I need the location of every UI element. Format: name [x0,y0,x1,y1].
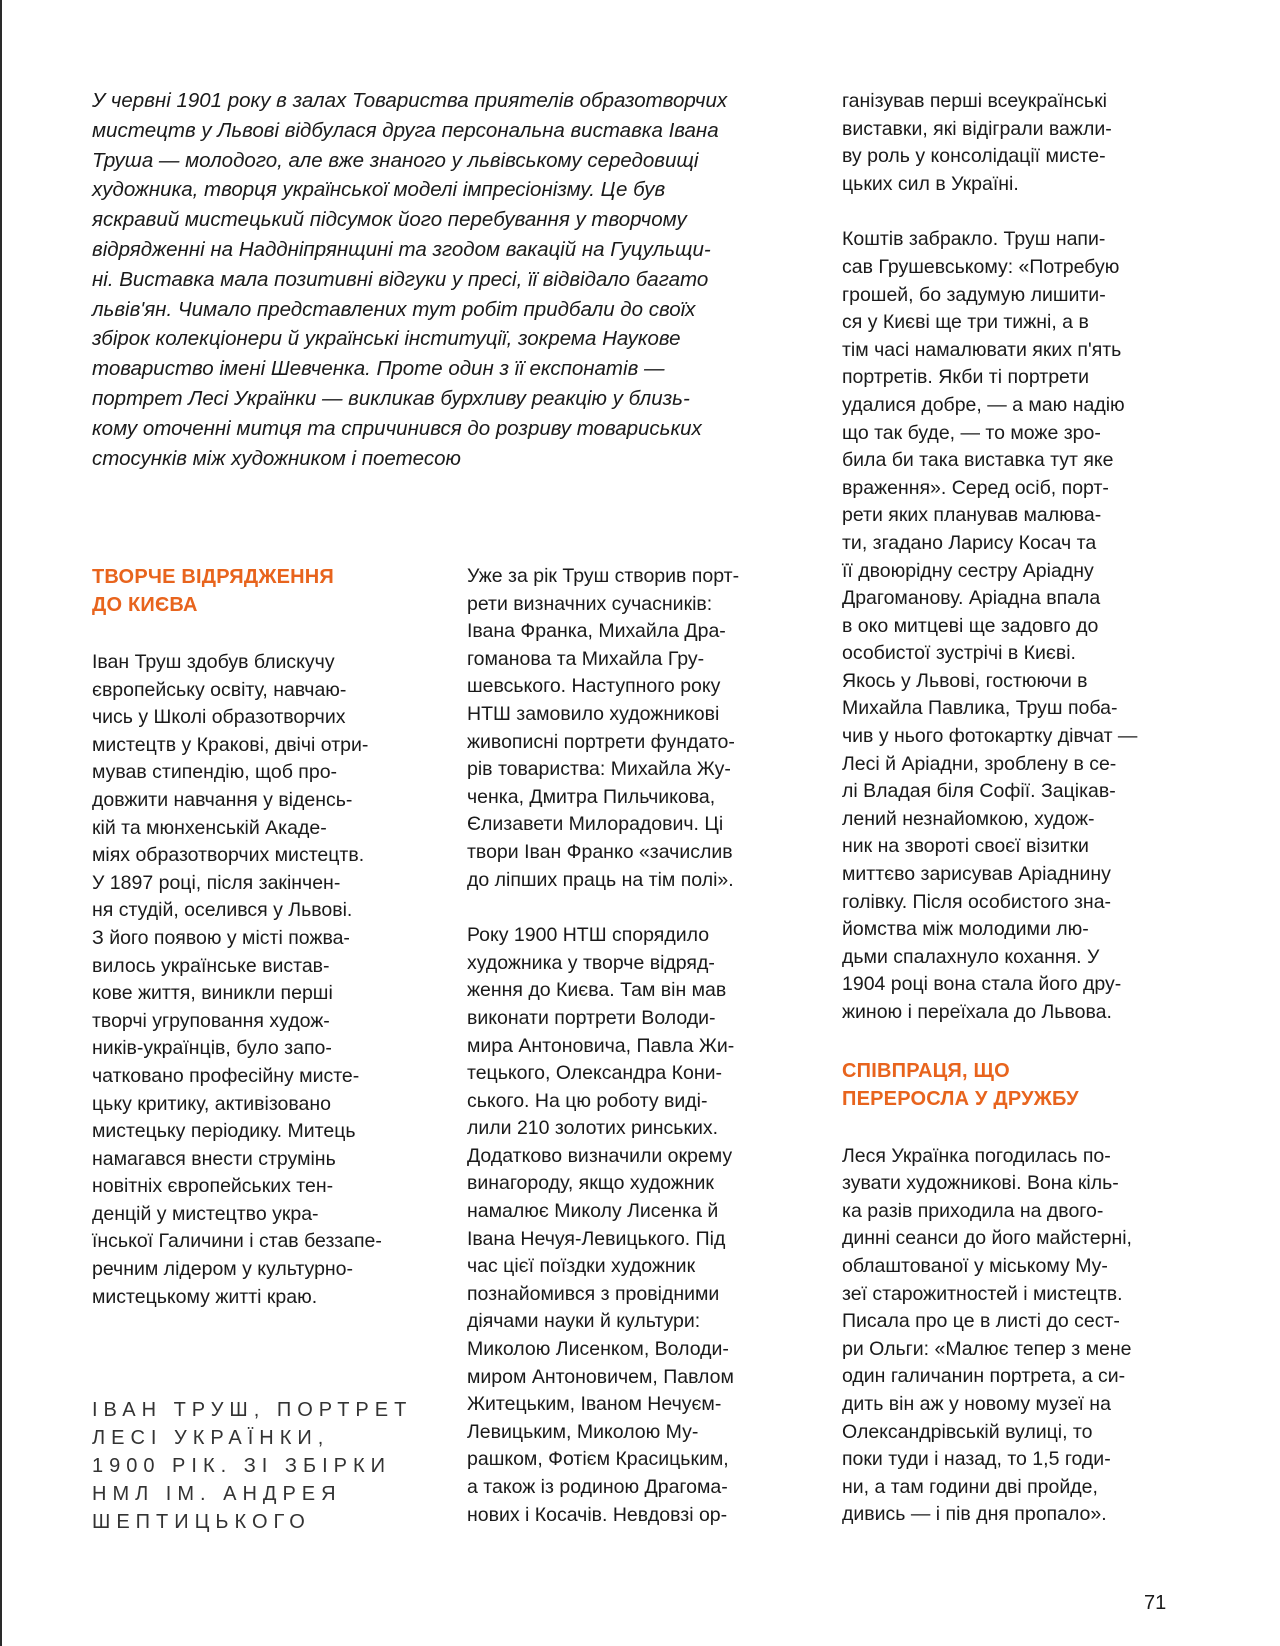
section-heading-kyiv-trip: ТВОРЧЕ ВІДРЯДЖЕННЯ ДО КИЄВА [92,566,334,616]
image-caption: ІВАН ТРУШ, ПОРТРЕТ ЛЕСІ УКРАЇНКИ, 1900 РІК. ЗІ ЗБІРКИ НМЛ ІМ. АНДРЕЯ ШЕПТИЦЬКОГО [92,1399,413,1533]
column-1 [92,563,422,1311]
column-2-paragraph-1: Уже за рік Труш створив порт- рети визначних сучасників: Івана Франка, Михайла Дра- гоманова та Михайла Гру- шевського. Наступного року НТШ замовило художникові живописні портрети фундато- рів товариства: Михайла Жу- ченка, Дмитра Пильчикова, Єлизавети Милорадович. Ці твори Іван Франко «зачислив до ліпших праць на тім полі». [467,565,740,891]
column-3-paragraph-2: Коштів забракло. Труш напи- сав Грушевському: «Потребую грошей, бо задумую лишити- ся у Києві ще три тижні, а в тім часі намалювати яких п'ять портретів. Якби ті портрети удалися добре, — а маю надію що так буде, — то може зро- била би така виставка тут яке враження». Серед осіб, порт- рети яких планував малюва- ти, згадано Ларису Косач та її двоюрідну сестру Аріадну Драгоманову. Аріадна впала в око митцеві ще задовго до особистої зустрічі в Києві. Якось у Львові, гостюючи в Михайла Павлика, Труш поба- чив у нього фотокартку дівчат — Лесі й Аріадни, зроблену в се- лі Владая біля Софії. Зацікав- лений незнайомкою, худож- ник на звороті своєї візитки миттєво зарисував Аріаднину голівку. Після особистого зна- йомства між молодими лю- дьми спалахнуло кохання. У 1904 році вона стала його дру- жиною і переїхала до Львова. [842,228,1138,1023]
column-2-paragraph-2: Року 1900 НТШ спорядило художника у творче відряд- ження до Києва. Там він мав виконати портрети Володи- мира Антоновича, Павла Жи- тецького, Олександра Кони- ського. На цю роботу виді- лили 210 золотих ринських. Додатково визначили окрему винагороду, якщо художник намалює Миколу Лисенка й Івана Нечуя-Левицького. Під час цієї поїздки художник познайомився з провідними діячами науки й культури: Миколою Лисенком, Володи- миром Антоновичем, Павлом Житецьким, Іваном Нечуєм- Левицьким, Миколою Му- рашком, Фотієм Красицьким, а також із родиною Драгома- нових і Косачів. Невдовзі ор- [467,924,735,1526]
page-edge-line [0,0,2,1646]
column-3-paragraph-3: Леся Українка погодилась по- зувати художникові. Вона кіль- ка разів приходила на двого- динні сеанси до його майстерні, облаштованої у міському Му- зеї старожитностей і мистецтв. Писала про це в листі до сест- ри Ольги: «Малює тепер з мене один галичанин портрета, а си- дить він аж у новому музеї на Олександрівській вулиці, то поки туди і назад, то 1,5 годи- ни, а там години дві пройде, дивись — і пів дня пропало». [842,1144,1132,1526]
section-heading-collaboration: СПІВПРАЦЯ, ЩО ПЕРЕРОСЛА У ДРУЖБУ [842,1059,1079,1110]
intro-paragraph: У червні 1901 року в залах Товариства приятелів образотворчих мистецтв у Львові відбулася друга персональна виставка Івана Труша — молодого, але вже знаного у львівському середовищі художника, творця української моделі імпресіонізму. Це був яскравий мистецький підсумок його перебування у творчому відрядженні на Наддніпрянщині та згодом вакацій на Гуцульщи- ні. Виставка мала позитивні відгуки у пресі, її відвідало багато львів'ян. Чимало представлених тут робіт придбали до своїх збірок колекціонери й українські інституції, зокрема Наукове товариство імені Шевченка. Проте один з її експонатів — портрет Лесі Українки — викликав бурхливу реакцію у близь- кому оточенні митця та спричинився до розриву товариських стосунків між художником і поетесою [92,89,728,470]
column-3 [842,88,1172,1529]
column-3-paragraph-1: ганізував перші всеукраїнські виставки, які відіграли важли- ву роль у консолідації мисте- цьких сил в Україні. [842,90,1112,195]
intro-lead [92,86,792,473]
page-number: 71 [1144,1592,1167,1614]
column-2 [467,563,797,1529]
column-1-paragraph: Іван Труш здобув блискучу європейську освіту, навчаю- чись у Школі образотворчих мистецтв у Кракові, двічі отри- мував стипендію, щоб про- довжити навчання у віденсь- кій та мюнхенській Акаде- міях образотворчих мистецтв. У 1897 році, після закінчен- ня студій, оселився у Львові. З його появою у місті пожва- вилось українське вистав- кове життя, виникли перші творчі угруповання худож- ників-українців, було запо- чатковано професійну мисте- цьку критику, активізовано мистецьку періодику. Митець намагався внести струмінь новітніх європейських тен- денцій у мистецтво укра- їнської Галичини і став беззапе- речним лідером у культурно- мистецькому житті краю. [92,651,382,1308]
